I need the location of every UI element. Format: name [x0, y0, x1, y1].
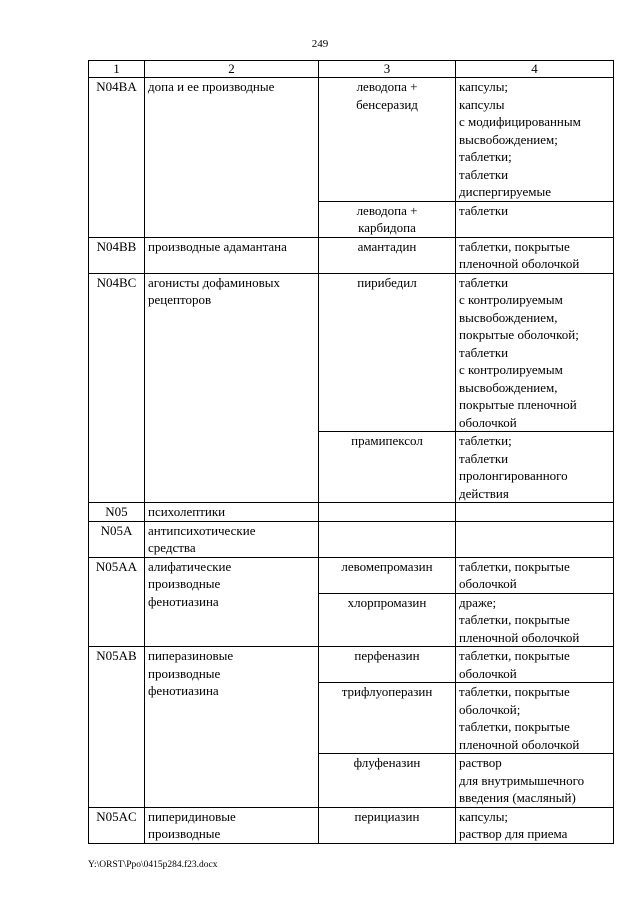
group-cell: антипсихотические средства: [145, 521, 319, 557]
atc-code-cell: N04BC: [89, 273, 145, 503]
group-cell: алифатические производные фенотиазина: [145, 557, 319, 647]
table-row: [89, 237, 614, 273]
group-cell: психолептики: [145, 503, 319, 522]
dosage-form-cell: таблетки, покрытые оболочкой: [456, 557, 614, 593]
dosage-form-cell: [456, 521, 614, 557]
dosage-form-cell: таблетки: [456, 201, 614, 237]
table-row: [89, 273, 614, 432]
inn-cell: прамипексол: [319, 432, 456, 503]
column-header: 2: [145, 61, 319, 78]
header-row: [89, 61, 614, 78]
atc-code-cell: N05AC: [89, 807, 145, 843]
drug-table: [88, 60, 614, 844]
dosage-form-cell: таблетки с контролируемым высвобождением, покрытые оболочкой; таблетки с контролируемым высвобождением, покрытые пленочной оболочкой: [456, 273, 614, 432]
page-number: 249: [311, 38, 329, 50]
group-cell: пиперазиновые производные фенотиазина: [145, 647, 319, 808]
column-header: 3: [319, 61, 456, 78]
dosage-form-cell: таблетки, покрытые пленочной оболочкой: [456, 237, 614, 273]
inn-cell: [319, 503, 456, 522]
table-row: [89, 503, 614, 522]
inn-cell: перфеназин: [319, 647, 456, 683]
dosage-form-cell: драже; таблетки, покрытые пленочной оболочкой: [456, 593, 614, 647]
dosage-form-cell: капсулы; капсулы с модифицированным высвобождением; таблетки; таблетки диспергируемые: [456, 78, 614, 202]
atc-code-cell: N04BB: [89, 237, 145, 273]
atc-code-cell: N05AA: [89, 557, 145, 647]
column-header: 4: [456, 61, 614, 78]
table-row: [89, 557, 614, 593]
group-cell: агонисты дофаминовых рецепторов: [145, 273, 319, 503]
inn-cell: амантадин: [319, 237, 456, 273]
footer-file-path: Y:\ORST\Ppo\0415p284.f23.docx: [88, 860, 218, 870]
dosage-form-cell: таблетки, покрытые оболочкой; таблетки, покрытые пленочной оболочкой: [456, 683, 614, 754]
group-cell: допа и ее производные: [145, 78, 319, 238]
inn-cell: хлорпромазин: [319, 593, 456, 647]
dosage-form-cell: [456, 503, 614, 522]
dosage-form-cell: раствор для внутримышечного введения (масляный): [456, 754, 614, 808]
table-row: [89, 521, 614, 557]
atc-code-cell: N05AB: [89, 647, 145, 808]
inn-cell: флуфеназин: [319, 754, 456, 808]
atc-code-cell: N05A: [89, 521, 145, 557]
inn-cell: леводопа + бенсеразид: [319, 78, 456, 202]
dosage-form-cell: таблетки; таблетки пролонгированного действия: [456, 432, 614, 503]
inn-cell: [319, 521, 456, 557]
inn-cell: леводопа + карбидопа: [319, 201, 456, 237]
table-row: [89, 78, 614, 202]
dosage-form-cell: капсулы; раствор для приема: [456, 807, 614, 843]
inn-cell: перициазин: [319, 807, 456, 843]
column-header: 1: [89, 61, 145, 78]
inn-cell: трифлуоперазин: [319, 683, 456, 754]
dosage-form-cell: таблетки, покрытые оболочкой: [456, 647, 614, 683]
atc-code-cell: N04BA: [89, 78, 145, 238]
inn-cell: пирибедил: [319, 273, 456, 432]
atc-code-cell: N05: [89, 503, 145, 522]
table-row: [89, 807, 614, 843]
group-cell: производные адамантана: [145, 237, 319, 273]
table-row: [89, 647, 614, 683]
group-cell: пиперидиновые производные: [145, 807, 319, 843]
inn-cell: левомепромазин: [319, 557, 456, 593]
